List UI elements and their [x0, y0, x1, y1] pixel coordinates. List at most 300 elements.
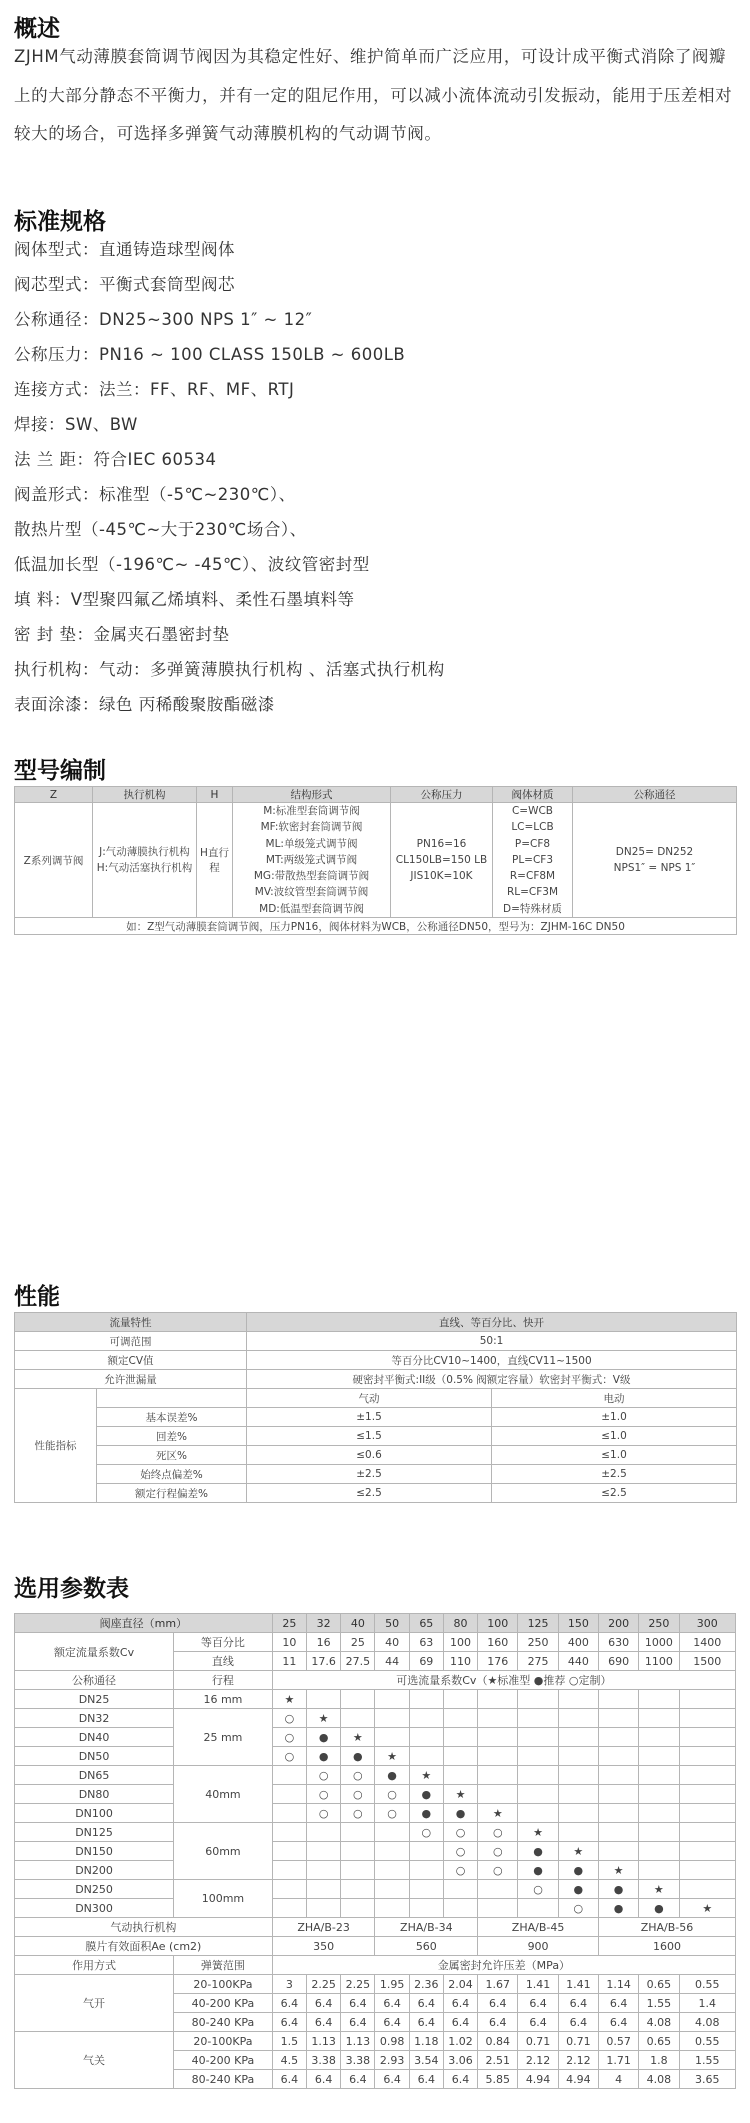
cv-mark: ○ — [307, 1766, 341, 1785]
cv-mark — [341, 1899, 375, 1918]
model-header-structure: 结构形式 — [233, 787, 391, 803]
params-table — [14, 1613, 736, 2089]
cv-mark — [518, 1766, 558, 1785]
metric-electric: ≤1.0 — [492, 1427, 737, 1446]
cv-mark: ● — [409, 1785, 443, 1804]
seat-size: 300 — [679, 1614, 736, 1633]
area-label: 膜片有效面积Ae (cm2) — [15, 1937, 273, 1956]
cv-mark: ★ — [679, 1899, 736, 1918]
metric-electric: ±1.0 — [492, 1408, 737, 1427]
pressure-value: 1.41 — [558, 1975, 598, 1994]
area-value: 560 — [375, 1937, 478, 1956]
pressure-value: 2.25 — [341, 1975, 375, 1994]
cv-value: 63 — [409, 1633, 443, 1652]
model-header-size: 公称通径 — [573, 787, 737, 803]
pressure-value: 6.4 — [272, 1994, 306, 2013]
cv-mark — [639, 1728, 679, 1747]
perf-range-label: 可调范围 — [15, 1332, 247, 1351]
cv-mark: ○ — [375, 1804, 409, 1823]
pressure-value: 6.4 — [558, 2013, 598, 2032]
dn-label: DN40 — [15, 1728, 174, 1747]
metric-name: 回差% — [97, 1427, 247, 1446]
perf-range-value: 50:1 — [247, 1332, 737, 1351]
cv-mark — [409, 1861, 443, 1880]
air-open-label: 气开 — [15, 1975, 174, 2032]
cv-mark — [443, 1880, 477, 1899]
pressure-value: 0.55 — [679, 1975, 736, 1994]
cv-mark: ★ — [639, 1880, 679, 1899]
dn-label: DN150 — [15, 1842, 174, 1861]
cv-value: 11 — [272, 1652, 306, 1671]
metric-name: 额定行程偏差% — [97, 1484, 247, 1503]
cv-mark: ○ — [478, 1861, 518, 1880]
cv-mark — [598, 1823, 638, 1842]
cv-value: 17.6 — [307, 1652, 341, 1671]
spec-line: 填 料：V型聚四氟乙烯填料、柔性石墨填料等 — [14, 590, 355, 609]
cv-mark — [341, 1709, 375, 1728]
cv-mark — [272, 1766, 306, 1785]
cv-mark: ● — [558, 1880, 598, 1899]
seat-size: 25 — [272, 1614, 306, 1633]
area-value: 350 — [272, 1937, 375, 1956]
cv-mark: ★ — [375, 1747, 409, 1766]
combo-note: 可选流量系数Cv（★标准型 ●推荐 ○定制） — [272, 1671, 735, 1690]
specs-title: 标准规格 — [14, 209, 106, 235]
cv-mark — [272, 1804, 306, 1823]
metric-electric: ±2.5 — [492, 1465, 737, 1484]
pressure-value: 0.65 — [639, 2032, 679, 2051]
cv-mark — [307, 1899, 341, 1918]
cv-value: 10 — [272, 1633, 306, 1652]
cv-mark — [558, 1823, 598, 1842]
cv-mark: ★ — [558, 1842, 598, 1861]
cv-mark: ● — [443, 1804, 477, 1823]
cv-mark — [307, 1880, 341, 1899]
pressure-value: 1.18 — [409, 2032, 443, 2051]
cv-mark — [307, 1861, 341, 1880]
model-header-h: H — [197, 787, 233, 803]
cv-mark — [639, 1842, 679, 1861]
cv-mark — [598, 1766, 638, 1785]
stroke-label: 行程 — [174, 1671, 273, 1690]
stroke-value: 40mm — [174, 1766, 273, 1823]
area-value: 1600 — [598, 1937, 735, 1956]
cv-mark — [409, 1709, 443, 1728]
cv-mark — [409, 1728, 443, 1747]
cv-mark — [443, 1899, 477, 1918]
cv-mark: ★ — [341, 1728, 375, 1747]
pressure-value: 5.85 — [478, 2070, 518, 2089]
seat-size: 150 — [558, 1614, 598, 1633]
cell-line: LC=LCB — [511, 821, 554, 834]
cell-line: M:标准型套筒调节阀 — [263, 805, 360, 817]
spec-line: 公称通径：DN25~300 NPS 1″ ~ 12″ — [14, 310, 313, 329]
pressure-value: 6.4 — [409, 2013, 443, 2032]
pressure-value: 3.54 — [409, 2051, 443, 2070]
actuator-model: ZHA/B-45 — [478, 1918, 599, 1937]
cell-line: PL=CF3 — [511, 853, 554, 866]
cv-mark: ○ — [307, 1785, 341, 1804]
pressure-value: 6.4 — [598, 2013, 638, 2032]
model-header-pressure: 公称压力 — [391, 787, 493, 803]
cv-mark — [272, 1842, 306, 1861]
cv-mark — [598, 1747, 638, 1766]
cv-mark: ★ — [272, 1690, 306, 1709]
pressure-value: 6.4 — [598, 1994, 638, 2013]
cv-mark — [558, 1766, 598, 1785]
cv-mark — [679, 1842, 736, 1861]
cv-value: 25 — [341, 1633, 375, 1652]
metric-electric: ≤2.5 — [492, 1484, 737, 1503]
nominal-label: 公称通径 — [15, 1671, 174, 1690]
pressure-value: 6.4 — [409, 1994, 443, 2013]
pressure-value: 4.5 — [272, 2051, 306, 2070]
cv-mark — [375, 1709, 409, 1728]
cv-mark — [598, 1728, 638, 1747]
pressure-value: 4 — [598, 2070, 638, 2089]
cv-group-label: 额定流量系数Cv — [15, 1633, 174, 1671]
pressure-value: 1.13 — [307, 2032, 341, 2051]
pressure-value: 1.55 — [639, 1994, 679, 2013]
dn-label: DN80 — [15, 1785, 174, 1804]
pressure-value: 1.13 — [341, 2032, 375, 2051]
cv-mark — [558, 1747, 598, 1766]
pressure-value: 2.36 — [409, 1975, 443, 1994]
cv-mark — [443, 1766, 477, 1785]
dn-label: DN25 — [15, 1690, 174, 1709]
model-actuator-cell — [93, 803, 197, 918]
mode-label: 作用方式 — [15, 1956, 174, 1975]
cv-mark — [409, 1842, 443, 1861]
cv-value: 275 — [518, 1652, 558, 1671]
spec-line: 阀体型式：直通铸造球型阀体 — [14, 240, 235, 259]
metric-pneumatic: ≤2.5 — [247, 1484, 492, 1503]
pressure-value: 6.4 — [409, 2070, 443, 2089]
seat-label: 阀座直径（mm） — [15, 1614, 273, 1633]
cv-mark — [272, 1785, 306, 1804]
pressure-value: 1.95 — [375, 1975, 409, 1994]
cv-mark — [478, 1728, 518, 1747]
pressure-value: 6.4 — [272, 2070, 306, 2089]
cv-mark — [409, 1690, 443, 1709]
cv-mark: ○ — [478, 1823, 518, 1842]
cv-mark — [272, 1861, 306, 1880]
cell-line: CL150LB=150 LB — [395, 853, 488, 866]
cv-mark: ○ — [409, 1823, 443, 1842]
cell-line: H:气动活塞执行机构 — [96, 862, 193, 875]
cv-mark: ○ — [272, 1709, 306, 1728]
cv-mark — [341, 1823, 375, 1842]
cv-mark: ★ — [409, 1766, 443, 1785]
cv-mark: ★ — [518, 1823, 558, 1842]
perf-group-label: 性能指标 — [15, 1389, 97, 1503]
pressure-value: 6.4 — [443, 2013, 477, 2032]
cv-mark — [307, 1690, 341, 1709]
cv-type-label: 直线 — [174, 1652, 273, 1671]
cv-mark: ● — [375, 1766, 409, 1785]
cv-mark — [443, 1747, 477, 1766]
pressure-value: 6.4 — [307, 1994, 341, 2013]
pressure-value: 6.4 — [272, 2013, 306, 2032]
pressure-value: 1.4 — [679, 1994, 736, 2013]
cv-mark — [518, 1785, 558, 1804]
pressure-value: 6.4 — [558, 1994, 598, 2013]
spec-line: 散热片型（-45℃~大于230℃场合）、 — [14, 520, 307, 539]
cv-mark: ○ — [272, 1747, 306, 1766]
model-header-actuator: 执行机构 — [93, 787, 197, 803]
cv-value: 69 — [409, 1652, 443, 1671]
metric-pneumatic: ±1.5 — [247, 1408, 492, 1427]
cv-mark — [375, 1861, 409, 1880]
perf-col-electric: 电动 — [492, 1389, 737, 1408]
pressure-value: 2.04 — [443, 1975, 477, 1994]
seat-size: 32 — [307, 1614, 341, 1633]
cv-value: 100 — [443, 1633, 477, 1652]
pressure-value: 6.4 — [307, 2070, 341, 2089]
spring-range: 40-200 KPa — [174, 1994, 273, 2013]
pressure-value: 6.4 — [341, 2070, 375, 2089]
spec-line: 连接方式：法兰：FF、RF、MF、RTJ — [14, 380, 295, 399]
cv-mark — [518, 1804, 558, 1823]
cv-mark: ★ — [443, 1785, 477, 1804]
cv-mark — [598, 1842, 638, 1861]
dn-label: DN250 — [15, 1880, 174, 1899]
pressure-value: 1.55 — [679, 2051, 736, 2070]
cv-mark — [598, 1785, 638, 1804]
cell-line: MD:低温型套筒调节阀 — [259, 902, 364, 915]
cv-mark — [478, 1899, 518, 1918]
cv-mark: ○ — [518, 1880, 558, 1899]
cv-value: 110 — [443, 1652, 477, 1671]
model-z-cell: Z系列调节阀 — [15, 803, 93, 918]
model-material-cell — [493, 803, 573, 918]
spec-line: 阀盖形式：标准型（-5℃~230℃）、 — [14, 485, 296, 504]
actuator-model: ZHA/B-34 — [375, 1918, 478, 1937]
cv-mark — [307, 1823, 341, 1842]
spec-line: 阀芯型式：平衡式套筒型阀芯 — [14, 275, 235, 294]
perf-leak-label: 允许泄漏量 — [15, 1370, 247, 1389]
air-close-label: 气关 — [15, 2032, 174, 2089]
cv-mark — [307, 1842, 341, 1861]
cv-value: 1500 — [679, 1652, 736, 1671]
pressure-value: 3.38 — [341, 2051, 375, 2070]
cv-mark: ● — [307, 1728, 341, 1747]
cv-mark: ● — [341, 1747, 375, 1766]
cv-mark — [679, 1709, 736, 1728]
stroke-value: 60mm — [174, 1823, 273, 1880]
cv-mark — [598, 1690, 638, 1709]
cv-mark — [478, 1766, 518, 1785]
cv-mark: ● — [598, 1899, 638, 1918]
seat-size: 80 — [443, 1614, 477, 1633]
pressure-value: 3.65 — [679, 2070, 736, 2089]
dn-label: DN125 — [15, 1823, 174, 1842]
pressure-value: 0.84 — [478, 2032, 518, 2051]
perf-col-pneumatic: 气动 — [247, 1389, 492, 1408]
pressure-value: 2.25 — [307, 1975, 341, 1994]
cell-line: RL=CF3M — [506, 886, 559, 899]
cell-line: MG:带散热型套筒调节阀 — [253, 870, 370, 883]
cv-mark — [639, 1766, 679, 1785]
cv-mark — [679, 1766, 736, 1785]
cv-mark: ○ — [443, 1861, 477, 1880]
model-table — [14, 786, 737, 935]
perf-cv-label: 额定CV值 — [15, 1351, 247, 1370]
cv-mark — [518, 1899, 558, 1918]
pressure-value: 3 — [272, 1975, 306, 1994]
pressure-value: 6.4 — [375, 1994, 409, 2013]
area-value: 900 — [478, 1937, 599, 1956]
pressure-value: 2.12 — [558, 2051, 598, 2070]
pressure-value: 6.4 — [518, 1994, 558, 2013]
pressure-value: 1.02 — [443, 2032, 477, 2051]
seat-size: 200 — [598, 1614, 638, 1633]
pressure-value: 0.71 — [518, 2032, 558, 2051]
spec-line: 公称压力：PN16 ~ 100 CLASS 150LB ~ 600LB — [14, 345, 406, 364]
spring-range: 80-240 KPa — [174, 2070, 273, 2089]
pressure-value: 2.51 — [478, 2051, 518, 2070]
cv-mark: ● — [518, 1842, 558, 1861]
stroke-value: 25 mm — [174, 1709, 273, 1766]
pressure-value: 0.55 — [679, 2032, 736, 2051]
metric-name: 死区% — [97, 1446, 247, 1465]
cv-mark: ● — [598, 1880, 638, 1899]
pressure-value: 1.67 — [478, 1975, 518, 1994]
cv-mark — [598, 1804, 638, 1823]
perf-flow-label: 流量特性 — [15, 1313, 247, 1332]
actuator-label: 气动执行机构 — [15, 1918, 273, 1937]
cv-value: 1400 — [679, 1633, 736, 1652]
pressure-value: 6.4 — [307, 2013, 341, 2032]
metric-pneumatic: ±2.5 — [247, 1465, 492, 1484]
pressure-value: 2.93 — [375, 2051, 409, 2070]
pressure-value: 1.71 — [598, 2051, 638, 2070]
cv-mark — [341, 1861, 375, 1880]
dn-label: DN32 — [15, 1709, 174, 1728]
cv-mark — [598, 1709, 638, 1728]
cv-mark: ● — [307, 1747, 341, 1766]
cv-mark: ● — [558, 1861, 598, 1880]
cv-mark — [478, 1709, 518, 1728]
cv-mark — [409, 1747, 443, 1766]
spring-range: 40-200 KPa — [174, 2051, 273, 2070]
pressure-value: 4.08 — [679, 2013, 736, 2032]
pressure-value: 1.5 — [272, 2032, 306, 2051]
cell-line: P=CF8 — [514, 837, 551, 850]
model-pressure-cell — [391, 803, 493, 918]
cv-mark — [639, 1823, 679, 1842]
cv-value: 1100 — [639, 1652, 679, 1671]
cv-mark — [679, 1690, 736, 1709]
perf-leak-value: 硬密封平衡式:II级（0.5% 阀额定容量）软密封平衡式：V级 — [247, 1370, 737, 1389]
cv-mark: ★ — [478, 1804, 518, 1823]
cv-mark: ○ — [443, 1823, 477, 1842]
cv-mark — [639, 1861, 679, 1880]
cv-mark — [478, 1690, 518, 1709]
cv-mark — [341, 1880, 375, 1899]
pressure-value: 0.98 — [375, 2032, 409, 2051]
seat-size: 250 — [639, 1614, 679, 1633]
model-h-cell: H直行程 — [197, 803, 233, 918]
spec-line: 法 兰 距：符合IEC 60534 — [14, 450, 217, 469]
cv-value: 630 — [598, 1633, 638, 1652]
dn-label: DN300 — [15, 1899, 174, 1918]
actuator-model: ZHA/B-23 — [272, 1918, 375, 1937]
cv-mark — [375, 1728, 409, 1747]
cv-mark — [639, 1747, 679, 1766]
cv-value: 16 — [307, 1633, 341, 1652]
spec-line: 密 封 垫：金属夹石墨密封垫 — [14, 625, 230, 644]
cv-mark — [639, 1804, 679, 1823]
pressure-value: 6.4 — [341, 1994, 375, 2013]
cv-mark — [639, 1709, 679, 1728]
cv-mark — [409, 1880, 443, 1899]
pressure-value: 6.4 — [518, 2013, 558, 2032]
cell-line: MT:两级笼式调节阀 — [265, 853, 358, 866]
pressure-value: 2.12 — [518, 2051, 558, 2070]
seat-size: 50 — [375, 1614, 409, 1633]
allow-label: 金属密封允许压差（MPa） — [272, 1956, 735, 1975]
pressure-value: 6.4 — [443, 1994, 477, 2013]
cv-mark — [375, 1842, 409, 1861]
model-structure-cell — [233, 803, 391, 918]
pressure-value: 4.08 — [639, 2013, 679, 2032]
pressure-value: 6.4 — [375, 2070, 409, 2089]
cell-line: NPS1″ = NPS 1″ — [613, 862, 696, 875]
cv-mark — [272, 1899, 306, 1918]
metric-pneumatic: ≤1.5 — [247, 1427, 492, 1446]
metric-electric: ≤1.0 — [492, 1446, 737, 1465]
cv-mark — [478, 1785, 518, 1804]
spec-line: 执行机构：气动：多弹簧薄膜执行机构 、活塞式执行机构 — [14, 660, 445, 679]
pressure-value: 1.41 — [518, 1975, 558, 1994]
perf-cv-value: 等百分比CV10~1400，直线CV11~1500 — [247, 1351, 737, 1370]
cv-mark — [639, 1785, 679, 1804]
cv-mark — [518, 1728, 558, 1747]
cell-line: MF:软密封套筒调节阀 — [260, 821, 363, 834]
pressure-value: 6.4 — [443, 2070, 477, 2089]
cv-mark — [409, 1899, 443, 1918]
pressure-value: 4.94 — [518, 2070, 558, 2089]
cv-value: 1000 — [639, 1633, 679, 1652]
cv-mark — [558, 1804, 598, 1823]
cv-mark — [679, 1804, 736, 1823]
cv-value: 400 — [558, 1633, 598, 1652]
cv-value: 250 — [518, 1633, 558, 1652]
stroke-value: 16 mm — [174, 1690, 273, 1709]
cell-line: R=CF8M — [509, 870, 556, 883]
cv-mark — [341, 1842, 375, 1861]
cv-mark — [558, 1690, 598, 1709]
model-title: 型号编制 — [14, 758, 106, 784]
cv-value: 176 — [478, 1652, 518, 1671]
spring-label: 弹簧范围 — [174, 1956, 273, 1975]
cv-mark — [679, 1880, 736, 1899]
cv-mark — [341, 1690, 375, 1709]
cv-mark — [639, 1690, 679, 1709]
cv-mark: ★ — [598, 1861, 638, 1880]
pressure-value: 6.4 — [478, 2013, 518, 2032]
cv-mark: ○ — [375, 1785, 409, 1804]
cv-mark — [679, 1861, 736, 1880]
cv-mark — [679, 1823, 736, 1842]
overview-title: 概述 — [14, 16, 60, 42]
spec-line: 表面涂漆：绿色 丙稀酸聚胺酯磁漆 — [14, 695, 275, 714]
cell-line: DN25= DN252 — [615, 845, 694, 858]
cv-mark — [679, 1785, 736, 1804]
pressure-value: 6.4 — [478, 1994, 518, 2013]
pressure-value: 6.4 — [375, 2013, 409, 2032]
